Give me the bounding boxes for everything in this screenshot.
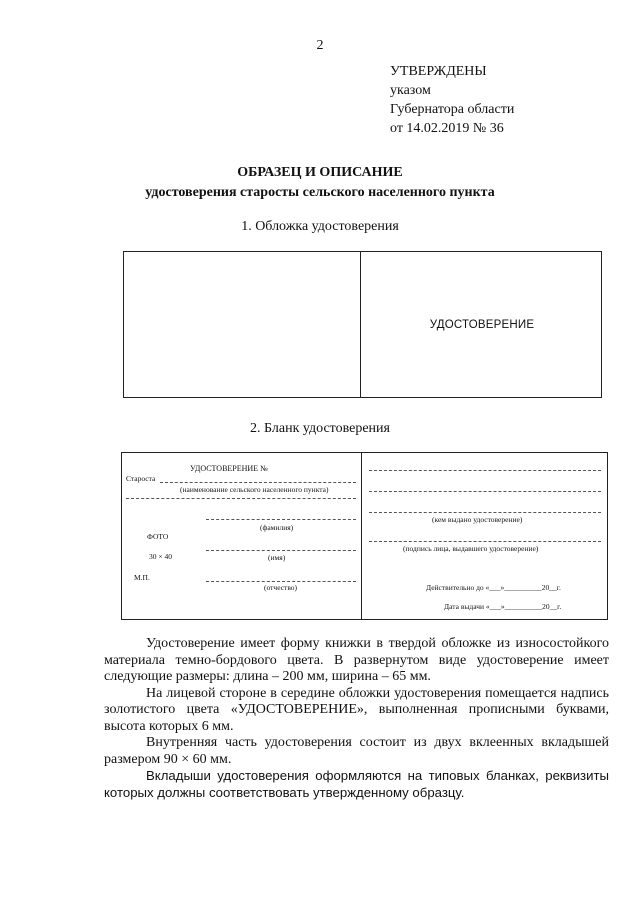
surname-caption: (фамилия): [260, 523, 294, 532]
signature-caption: (подпись лица, выдавшего удостоверение): [403, 544, 539, 553]
valid-until-field: Действительно до «___»__________20__г.: [426, 583, 561, 592]
name-caption: (имя): [268, 553, 286, 562]
issued-by-line: [369, 512, 601, 513]
photo-size-label: 30 × 40: [149, 552, 172, 561]
description-paragraph-1: Удостоверение имеет форму книжки в твердой обложке из износостойкого материала темно-бордового цвета. В развернутом виде удостоверение имеет следующие размеры: длина – 200 мм, ширина – 65 мм.: [104, 636, 609, 684]
issue-date-field: Дата выдачи «___»__________20__г.: [444, 602, 562, 611]
approval-line-approved: УТВЕРЖДЕНЫ: [390, 64, 487, 79]
issued-by-caption: (кем выдано удостоверение): [432, 515, 523, 524]
blank-sample: [121, 452, 608, 620]
description-text: [104, 636, 609, 801]
seal-placeholder: М.П.: [134, 573, 150, 582]
blank-divider: [361, 453, 362, 619]
description-paragraph-3: Внутренняя часть удостоверения состоит из двух вклеенных вкладышей размером 90 × 60 мм.: [104, 735, 609, 767]
right-line-2: [369, 491, 601, 492]
starosta-line: [160, 482, 356, 483]
patronymic-line: [206, 581, 356, 582]
document-title: [0, 163, 640, 203]
photo-label: ФОТО: [147, 532, 169, 541]
description-paragraph-4: Вкладыши удостоверения оформляются на типовых бланках, реквизиты которых должны соответствовать утвержденному образцу.: [104, 768, 609, 800]
section-heading-blank: 2. Бланк удостоверения: [250, 421, 390, 436]
cover-sample: [123, 251, 602, 398]
approval-stamp: [390, 62, 514, 138]
surname-line: [206, 519, 356, 520]
cover-label: УДОСТОВЕРЕНИЕ: [429, 318, 535, 331]
blank-starosta-label: Староста: [126, 474, 156, 483]
approval-line-decree: указом: [390, 83, 431, 98]
patronymic-caption: (отчество): [264, 583, 298, 592]
title-line-1: ОБРАЗЕЦ И ОПИСАНИЕ: [237, 165, 403, 180]
description-paragraph-2: На лицевой стороне в середине обложки удостоверения помещается надпись золотистого цвета «УДОСТОВЕРЕНИЕ», выполненная прописными буквами, высота которых 6 мм.: [104, 685, 609, 734]
section-heading-cover: 1. Обложка удостоверения: [241, 219, 399, 234]
right-line-1: [369, 470, 601, 471]
locality-caption: (наименование сельского населенного пункта): [180, 485, 329, 494]
approval-line-date: от 14.02.2019 № 36: [390, 121, 504, 136]
locality-line: [126, 498, 356, 499]
approval-line-governor: Губернатора области: [390, 102, 515, 117]
blank-title: УДОСТОВЕРЕНИЕ №: [190, 464, 268, 473]
signature-line: [369, 541, 601, 542]
name-line: [206, 550, 356, 551]
page-number: 2: [316, 38, 324, 53]
title-line-2: удостоверения старосты сельского населенного пункта: [145, 185, 495, 200]
